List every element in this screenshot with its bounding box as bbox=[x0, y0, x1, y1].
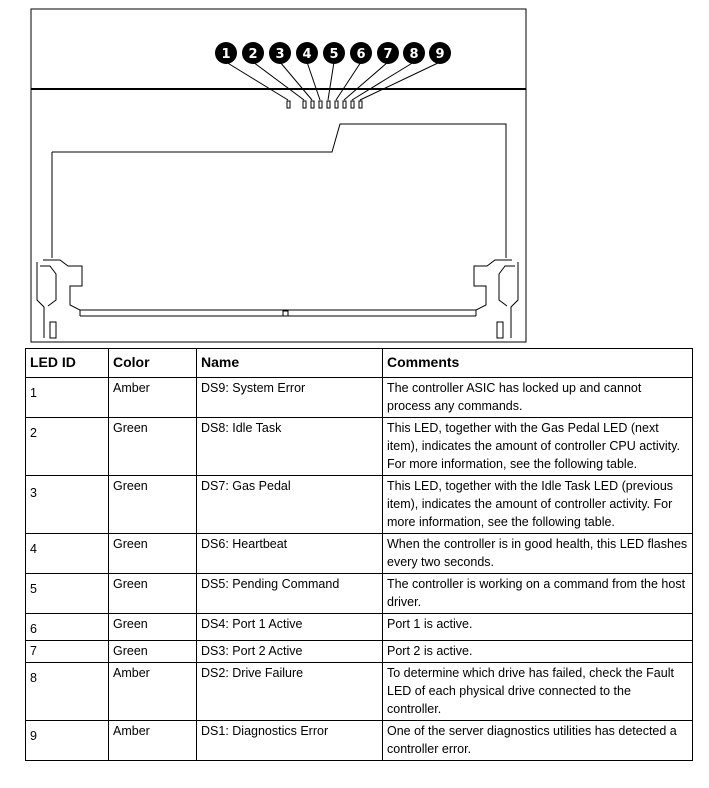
callout-5-label: 5 bbox=[329, 47, 339, 62]
color-cell: Amber bbox=[109, 721, 197, 761]
callout-4-label: 4 bbox=[302, 47, 312, 62]
led-id-cell: 6 bbox=[26, 614, 109, 641]
name-cell: DS5: Pending Command bbox=[197, 574, 383, 614]
leader-lines bbox=[226, 62, 440, 100]
header-led-id: LED ID bbox=[26, 349, 109, 378]
comment-cell: When the controller is in good health, this LED flashes every two seconds. bbox=[383, 534, 693, 574]
header-name: Name bbox=[197, 349, 383, 378]
callout-2-label: 2 bbox=[248, 47, 258, 62]
table-row bbox=[26, 534, 693, 574]
comment-cell: The controller is working on a command from the host driver. bbox=[383, 574, 693, 614]
color-cell: Green bbox=[109, 574, 197, 614]
board-outline bbox=[52, 124, 506, 258]
comment-cell: To determine which drive has failed, check the Fault LED of each physical drive connected to the controller. bbox=[383, 663, 693, 721]
header-color: Color bbox=[109, 349, 197, 378]
led-table bbox=[25, 348, 693, 761]
name-cell: DS6: Heartbeat bbox=[197, 534, 383, 574]
table-row bbox=[26, 663, 693, 721]
led-id-cell: 8 bbox=[26, 663, 109, 721]
right-latch bbox=[474, 260, 518, 338]
led-4 bbox=[319, 101, 322, 108]
led-8 bbox=[351, 101, 354, 108]
led-1 bbox=[287, 101, 290, 108]
table-row bbox=[26, 721, 693, 761]
table-row bbox=[26, 476, 693, 534]
color-cell: Amber bbox=[109, 663, 197, 721]
name-cell: DS4: Port 1 Active bbox=[197, 614, 383, 641]
led-id-cell: 2 bbox=[26, 418, 109, 476]
comment-cell: Port 2 is active. bbox=[383, 641, 693, 663]
color-cell: Green bbox=[109, 534, 197, 574]
rail-notch bbox=[283, 311, 288, 316]
led-7 bbox=[343, 101, 346, 108]
callout-7-label: 7 bbox=[383, 47, 393, 62]
table-row bbox=[26, 574, 693, 614]
color-cell: Amber bbox=[109, 378, 197, 418]
led-3 bbox=[311, 101, 314, 108]
led-5 bbox=[327, 101, 330, 108]
color-cell: Green bbox=[109, 641, 197, 663]
table-row bbox=[26, 418, 693, 476]
led-2 bbox=[303, 101, 306, 108]
led-row bbox=[287, 101, 362, 108]
name-cell: DS1: Diagnostics Error bbox=[197, 721, 383, 761]
name-cell: DS7: Gas Pedal bbox=[197, 476, 383, 534]
name-cell: DS9: System Error bbox=[197, 378, 383, 418]
led-id-cell: 9 bbox=[26, 721, 109, 761]
comment-cell: This LED, together with the Gas Pedal LED (next item), indicates the amount of controller CPU activity. For more information, see the following table. bbox=[383, 418, 693, 476]
callout-9-label: 9 bbox=[435, 47, 445, 62]
name-cell: DS8: Idle Task bbox=[197, 418, 383, 476]
callout-1-label: 1 bbox=[221, 47, 231, 62]
controller-diagram bbox=[0, 0, 709, 345]
comment-cell: This LED, together with the Idle Task LED (previous item), indicates the amount of controller activity. For more information, see the following table. bbox=[383, 476, 693, 534]
led-6 bbox=[335, 101, 338, 108]
name-cell: DS2: Drive Failure bbox=[197, 663, 383, 721]
callout-3-label: 3 bbox=[275, 47, 285, 62]
table-row bbox=[26, 614, 693, 641]
callout-6-label: 6 bbox=[356, 47, 366, 62]
led-id-cell: 1 bbox=[26, 378, 109, 418]
table-row bbox=[26, 378, 693, 418]
comment-cell: Port 1 is active. bbox=[383, 614, 693, 641]
table-header-row bbox=[26, 349, 693, 378]
left-latch bbox=[37, 260, 82, 338]
color-cell: Green bbox=[109, 476, 197, 534]
color-cell: Green bbox=[109, 418, 197, 476]
callout-8-label: 8 bbox=[409, 47, 419, 62]
name-cell: DS3: Port 2 Active bbox=[197, 641, 383, 663]
led-id-cell: 4 bbox=[26, 534, 109, 574]
comment-cell: The controller ASIC has locked up and cannot process any commands. bbox=[383, 378, 693, 418]
comment-cell: One of the server diagnostics utilities has detected a controller error. bbox=[383, 721, 693, 761]
led-id-cell: 5 bbox=[26, 574, 109, 614]
color-cell: Green bbox=[109, 614, 197, 641]
table-row bbox=[26, 641, 693, 663]
led-9 bbox=[359, 101, 362, 108]
header-comments: Comments bbox=[383, 349, 693, 378]
led-id-cell: 3 bbox=[26, 476, 109, 534]
led-id-cell: 7 bbox=[26, 641, 109, 663]
